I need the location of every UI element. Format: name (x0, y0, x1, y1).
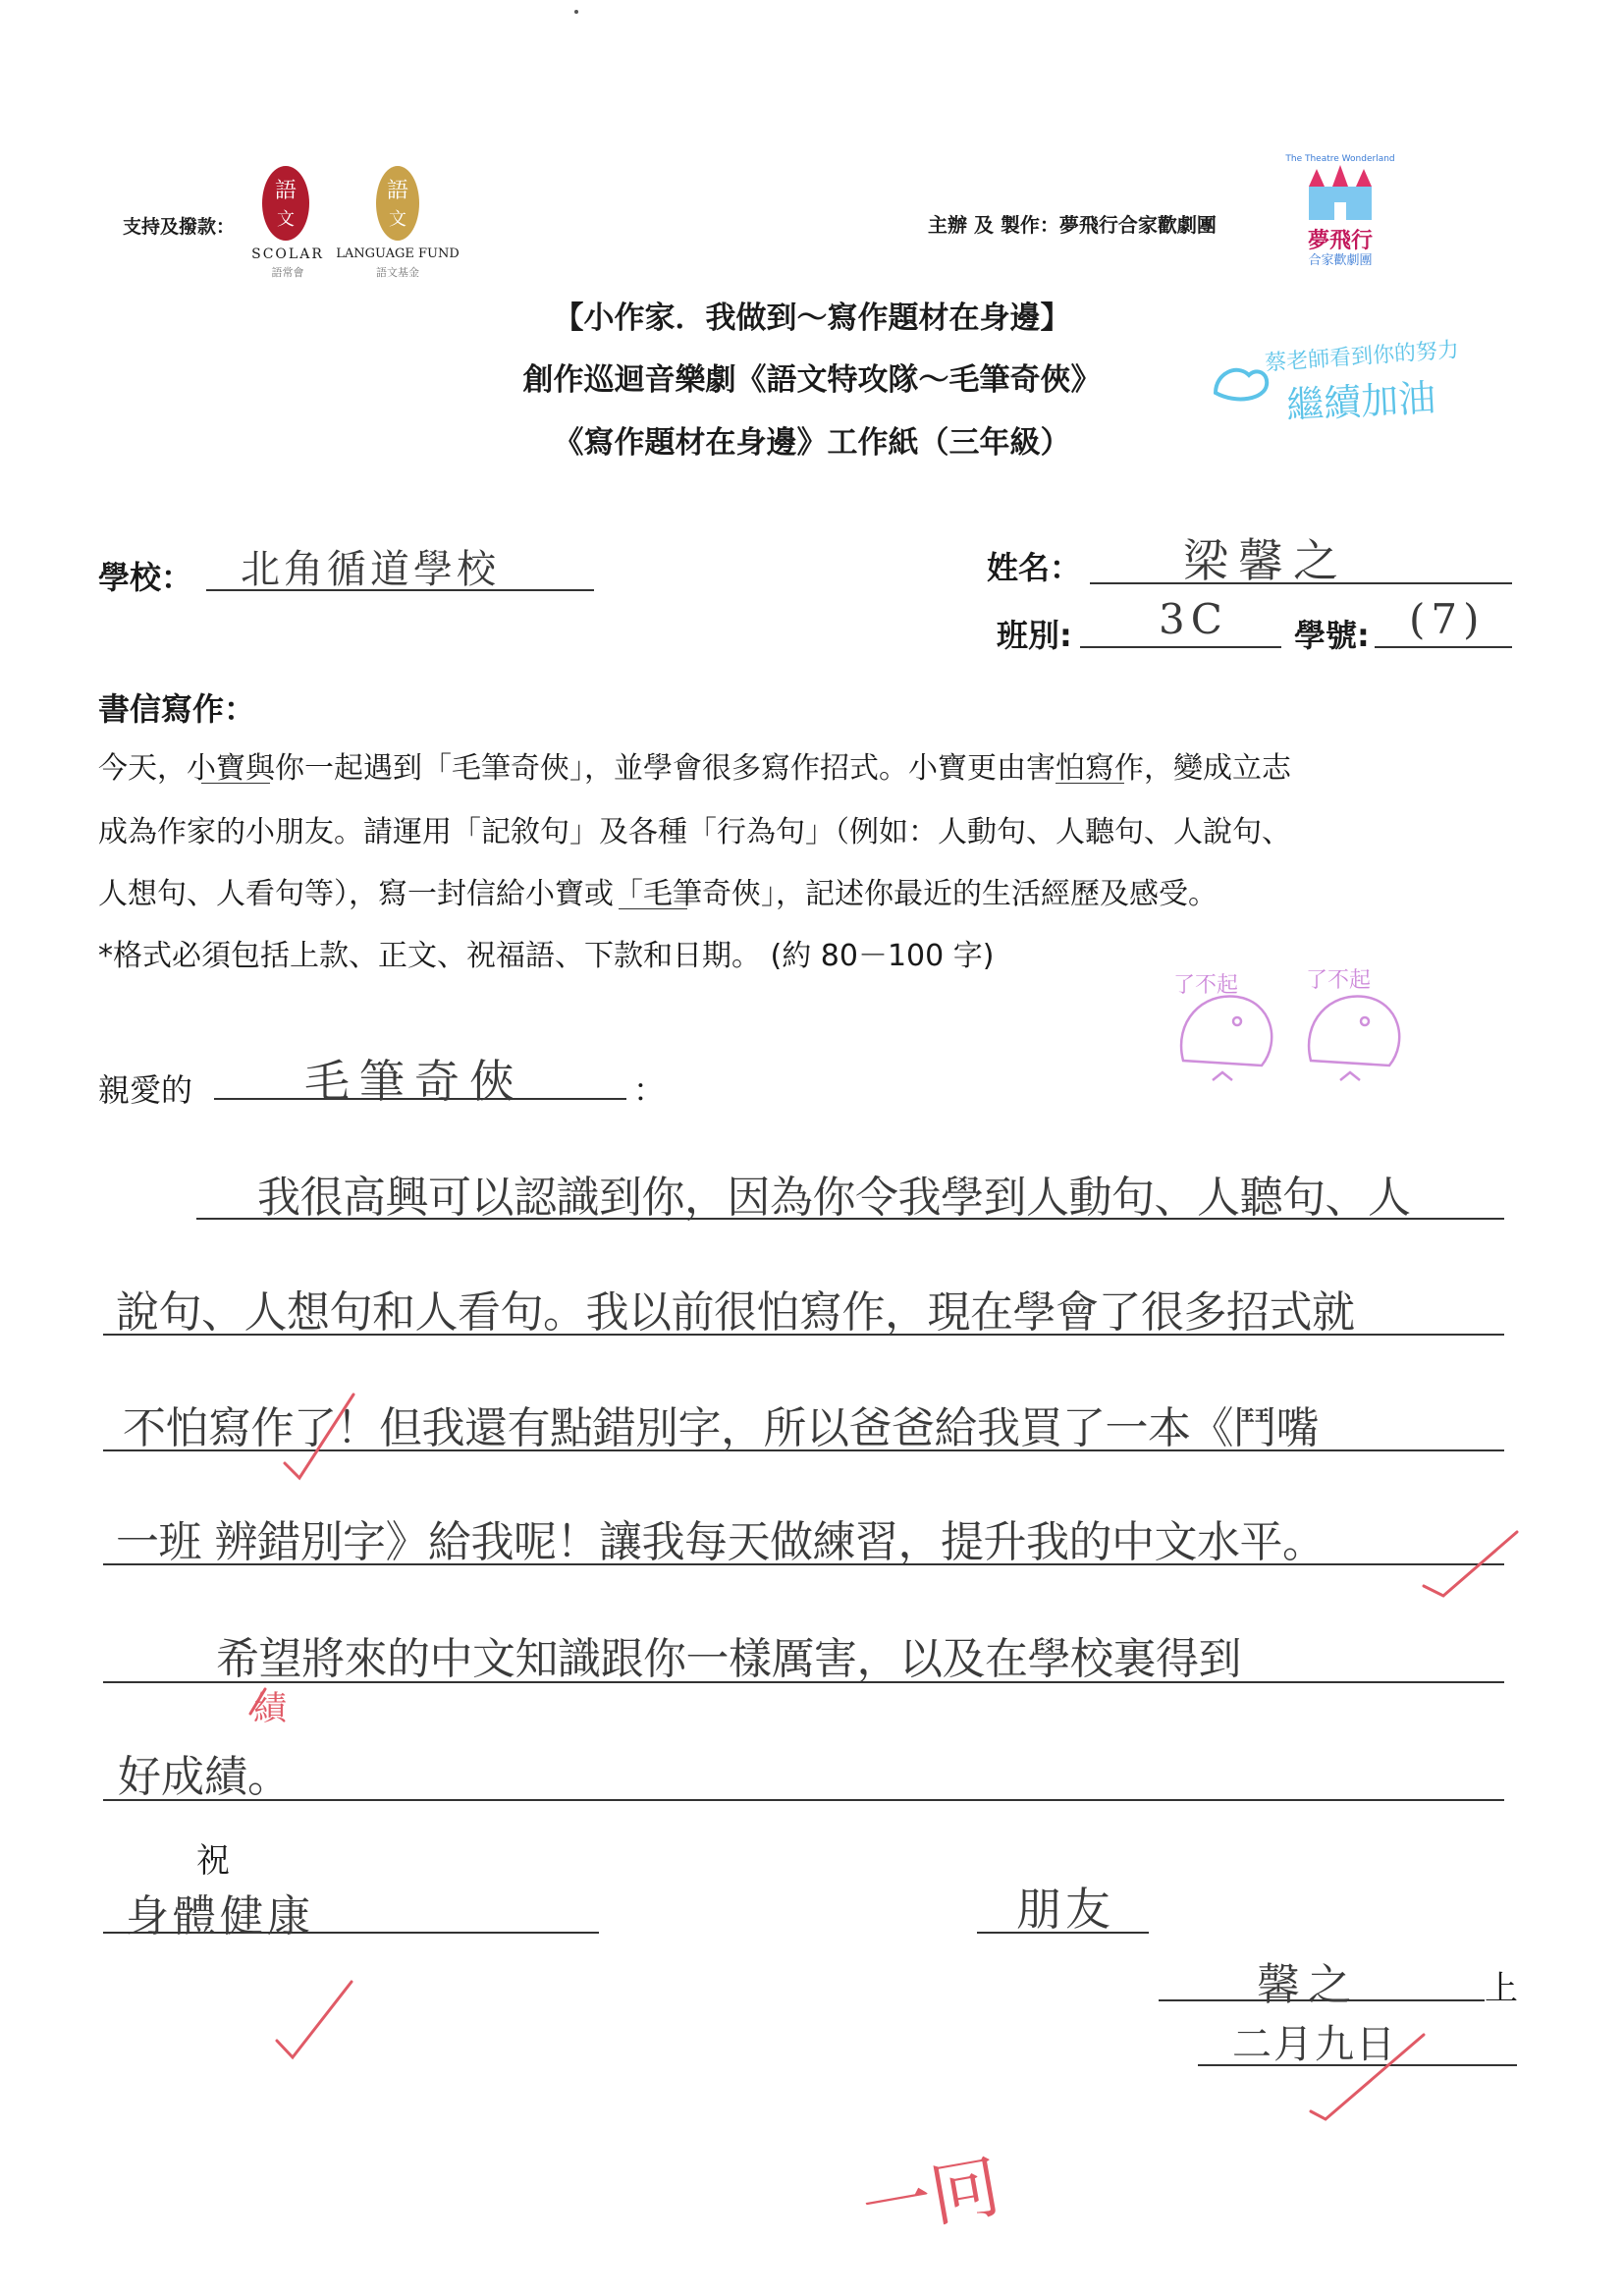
greeting-label: 親愛的 (98, 1071, 193, 1109)
svg-text:文: 文 (389, 209, 406, 230)
blessing-value: 身體健康 (126, 1891, 314, 1941)
instructions-line-3: 人想句、人看句等），寫一封信給小寶或「毛筆奇俠」，記述你最近的生活經歷及感受。 (98, 877, 1218, 911)
school-value: 北角循道學校 (241, 547, 500, 592)
svg-text:語: 語 (274, 179, 298, 203)
theatre-cn2: 合家歡劇團 (1308, 253, 1373, 268)
sender-suffix: 上 (1485, 1969, 1518, 2008)
date-value: 二月九日 (1232, 2022, 1397, 2067)
svg-text:文: 文 (277, 209, 295, 230)
number-value: (7) (1409, 595, 1486, 643)
scolar-en: SCOLAR (251, 246, 324, 262)
svg-text:了不起: 了不起 (1173, 973, 1239, 998)
title-line-2: 創作巡迴音樂劇《語文特攻隊～毛筆奇俠》 (522, 362, 1102, 398)
checkmark-blessing (277, 1982, 352, 2057)
name-label: 姓名： (987, 549, 1082, 586)
recipient-value: 毛筆奇俠 (304, 1055, 524, 1108)
instructions-line-2: 成為作家的小朋友。請運用「記敘句」及各種「行為句」（例如：人動句、人聽句、人說句、 (98, 815, 1291, 849)
checkmark-line-4 (1424, 1532, 1517, 1596)
theatre-cn1: 夢飛行 (1307, 229, 1373, 253)
body-line-3: 不怕寫作了！但我還有點錯別字，所以爸爸給我買了一本《鬥嘴 (123, 1403, 1319, 1453)
class-label: 班別: (997, 617, 1072, 654)
instructions-line-1: 今天，小寶與你一起遇到「毛筆奇俠」，並學會很多寫作招式。小寶更由害怕寫作，變成立志 (98, 751, 1291, 786)
stamp-line-2: 繼續加油 (1285, 376, 1437, 427)
sender-value: 馨之 (1257, 1960, 1359, 2010)
organizer-label: 主辦 及 製作：夢飛行合家歡劇團 (928, 213, 1217, 237)
correction-stroke (250, 1689, 265, 1714)
body-line-4: 一班 辨錯別字》給我呢！讓我每天做練習，提升我的中文水平。 (116, 1517, 1326, 1567)
instructions-heading: 書信寫作： (98, 690, 256, 728)
class-value: 3C (1159, 595, 1228, 643)
svg-text:了不起: 了不起 (1306, 968, 1372, 993)
checkmark-line-3 (285, 1394, 353, 1478)
name-value: 梁馨之 (1183, 534, 1348, 587)
school-label: 學校： (98, 559, 193, 596)
svg-text:語: 語 (386, 179, 409, 203)
title-line-1: 【小作家．我做到～寫作題材在身邊】 (553, 301, 1071, 336)
instructions-line-4: *格式必須包括上款、正文、祝福語、下款和日期。 (約 80－100 字) (98, 939, 995, 973)
svg-text:The Theatre Wonderland: The Theatre Wonderland (1285, 154, 1395, 164)
greeting-colon: ： (633, 1071, 666, 1109)
support-label: 支持及撥款： (123, 216, 236, 238)
body-line-2: 說句、人想句和人看句。我以前很怕寫作，現在學會了很多招式就 (116, 1287, 1355, 1338)
stamp-line-1: 蔡老師看到你的努力 (1264, 338, 1460, 376)
checkmark-date (1311, 2035, 1424, 2119)
blessing-label: 祝 (196, 1841, 230, 1881)
fund-cn: 語文基金 (376, 266, 419, 279)
number-label: 學號: (1294, 617, 1370, 654)
correction-mark: 績 (253, 1689, 287, 1728)
friend-signoff: 朋友 (1016, 1883, 1114, 1936)
scolar-cn: 語常會 (271, 266, 304, 279)
body-line-1: 我很高興可以認識到你，因為你令我學到人動句、人聽句、人 (257, 1173, 1411, 1223)
fund-en: LANGUAGE FUND (336, 246, 460, 261)
body-line-6: 好成績。 (118, 1752, 291, 1802)
body-line-5: 希望將來的中文知識跟你一樣厲害，以及在學校裏得到 (216, 1634, 1241, 1684)
title-line-3: 《寫作題材在身邊》工作紙（三年級） (553, 425, 1071, 461)
score-mark: 一冋 (856, 2146, 1006, 2250)
